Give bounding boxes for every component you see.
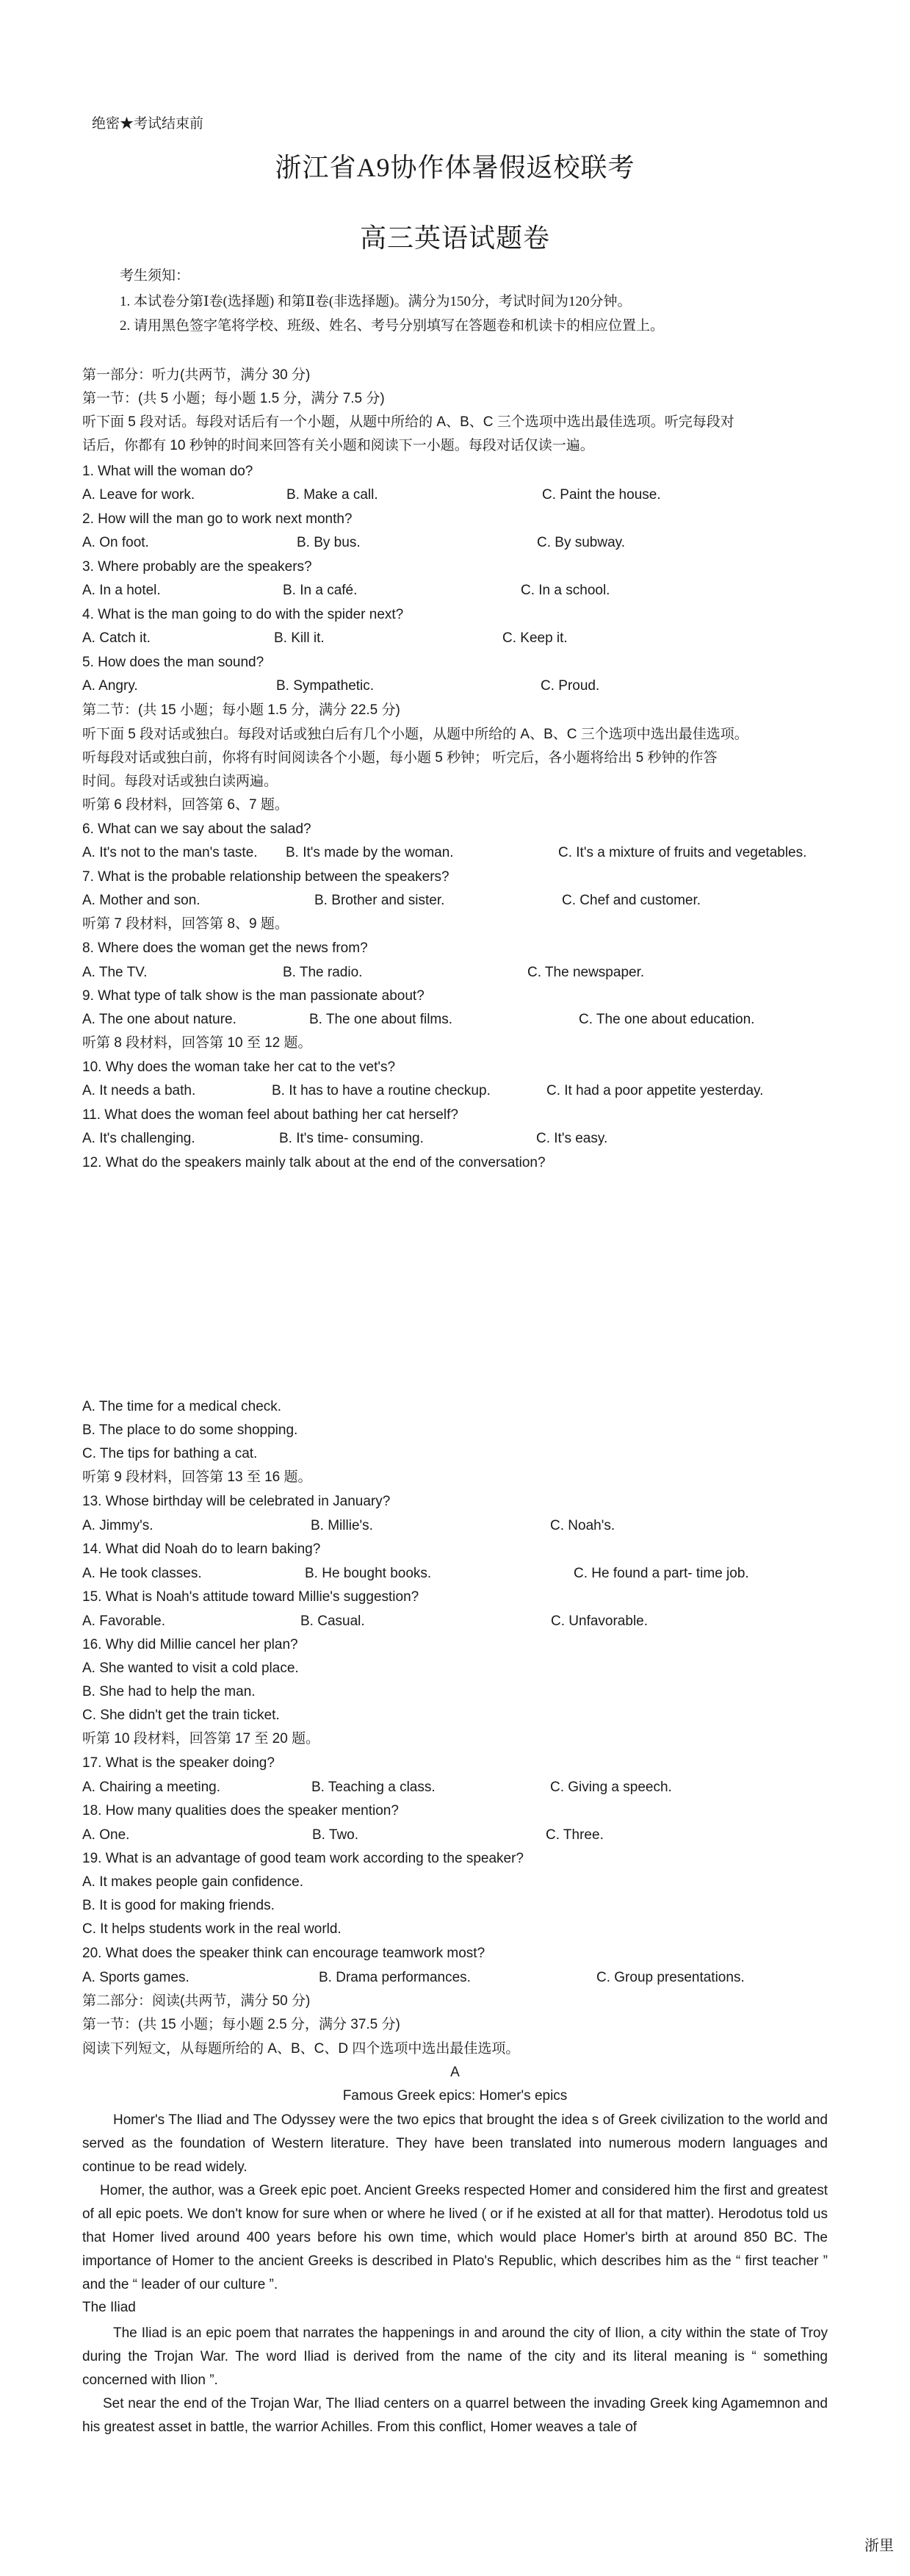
confidential-label: 绝密★考试结束前 <box>92 116 204 132</box>
q12-option-b: B. The place to do some shopping. <box>82 1422 298 1438</box>
q7-option-a: A. Mother and son. <box>82 893 201 908</box>
q4-option-b: B. Kill it. <box>274 630 325 646</box>
material-10-note: 听第 10 段材料，回答第 17 至 20 题。 <box>82 1731 320 1746</box>
section1-direction-1: 听下面 5 段对话。每段对话后有一个小题，从题中所给的 A、B、C 三个选项中选出最佳选项。听完每段对 <box>82 414 734 430</box>
q9-option-a: A. The one about nature. <box>82 1012 236 1027</box>
q10-option-c: C. It had a poor appetite yesterday. <box>546 1083 764 1098</box>
part2-heading: 第二部分：阅读(共两节，满分 50 分) <box>82 1993 311 2009</box>
q13-option-c: C. Noah's. <box>550 1518 615 1533</box>
section1-direction-2: 话后，你都有 10 秒钟的时间来回答有关小题和阅读下一小题。每段对话仅读一遍。 <box>82 438 594 453</box>
q17-option-b: B. Teaching a class. <box>311 1780 436 1795</box>
exam-subtitle: 高三英语试题卷 <box>359 223 550 253</box>
question-9: 9. What type of talk show is the man passionate about? <box>82 988 425 1004</box>
question-7: 7. What is the probable relationship between the speakers? <box>82 869 449 885</box>
passage-paragraph-2: Homer, the author, was a Greek epic poet. Ancient Greeks respected Homer and considered him the first and greatest of all epic poets. We don't know for sure when or where he lived ( or if he existed at all for that matter). Herodotus told us that Homer lived around 400 years before his own time, which would place Homer's birth at around 850 BC. The importance of Homer to the ancient Greeks is described in Plato's Republic, which describes him as the “ first teacher ” and the “ leader of our culture ”. <box>82 2183 828 2292</box>
material-6-note: 听第 6 段材料，回答第 6、7 题。 <box>82 797 289 813</box>
passage-paragraph-1: Homer's The Iliad and The Odyssey were the two epics that brought the idea s of Greek civilization to the world and served as the foundation of Western literature. They have been translated into numerous modern languages and continue to be read widely. <box>82 2112 828 2175</box>
page-footer-mark: 浙里 <box>864 2538 894 2554</box>
q18-option-c: C. Three. <box>546 1827 604 1843</box>
notice-heading: 考生须知： <box>120 268 190 284</box>
question-4: 4. What is the man going to do with the spider next? <box>82 607 404 622</box>
q5-option-a: A. Angry. <box>82 678 138 694</box>
q10-option-b: B. It has to have a routine checkup. <box>272 1083 491 1098</box>
question-6: 6. What can we say about the salad? <box>82 821 311 837</box>
question-12: 12. What do the speakers mainly talk about at the end of the conversation? <box>82 1155 546 1170</box>
q12-option-c: C. The tips for bathing a cat. <box>82 1446 258 1461</box>
q3-option-a: A. In a hotel. <box>82 583 161 598</box>
part2-direction: 阅读下列短文，从每题所给的 A、B、C、D 四个选项中选出最佳选项。 <box>82 2041 520 2057</box>
q17-option-c: C. Giving a speech. <box>550 1780 672 1795</box>
q6-option-b: B. It's made by the woman. <box>286 845 454 860</box>
q11-option-c: C. It's easy. <box>536 1131 608 1146</box>
passage-paragraph-4: Set near the end of the Trojan War, The Iliad centers on a quarrel between the invading Greek king Agamemnon and his greatest asset in battle, the warrior Achilles. From this conflict, Homer weaves a tale of <box>82 2396 828 2435</box>
q17-option-a: A. Chairing a meeting. <box>82 1780 220 1795</box>
q4-option-c: C. Keep it. <box>502 630 568 646</box>
q1-option-a: A. Leave for work. <box>82 487 195 503</box>
q10-option-a: A. It needs a bath. <box>82 1083 196 1098</box>
q16-option-b: B. She had to help the man. <box>82 1684 256 1699</box>
q7-option-c: C. Chef and customer. <box>562 893 701 908</box>
q20-option-b: B. Drama performances. <box>319 1970 471 1985</box>
q19-option-b: B. It is good for making friends. <box>82 1898 275 1913</box>
q5-option-c: C. Proud. <box>541 678 600 694</box>
exam-title: 浙江省A9协作体暑假返校联考 <box>275 153 635 182</box>
q9-option-c: C. The one about education. <box>579 1012 755 1027</box>
q2-option-a: A. On foot. <box>82 535 149 550</box>
question-14: 14. What did Noah do to learn baking? <box>82 1541 321 1557</box>
q14-option-a: A. He took classes. <box>82 1566 202 1581</box>
passage-letter: A <box>450 2065 460 2080</box>
q1-option-c: C. Paint the house. <box>542 487 661 503</box>
q14-option-c: C. He found a part- time job. <box>574 1566 749 1581</box>
q2-option-b: B. By bus. <box>297 535 361 550</box>
question-13: 13. Whose birthday will be celebrated in January? <box>82 1494 391 1509</box>
q15-option-b: B. Casual. <box>300 1613 365 1629</box>
q8-option-a: A. The TV. <box>82 965 148 980</box>
question-10: 10. Why does the woman take her cat to the vet's? <box>82 1059 396 1075</box>
q11-option-b: B. It's time- consuming. <box>279 1131 424 1146</box>
q19-option-a: A. It makes people gain confidence. <box>82 1874 304 1890</box>
part1-section2: 第二节：(共 15 小题；每小题 1.5 分，满分 22.5 分) <box>82 702 400 718</box>
q15-option-a: A. Favorable. <box>82 1613 165 1629</box>
q16-option-c: C. She didn't get the train ticket. <box>82 1708 280 1723</box>
q6-option-a: A. It's not to the man's taste. <box>82 845 258 860</box>
q4-option-a: A. Catch it. <box>82 630 151 646</box>
notice-item-1: 1. 本试卷分第Ⅰ卷(选择题) 和第Ⅱ卷(非选择题)。满分为150分，考试时间为120分钟。 <box>120 294 632 309</box>
section2-direction-2: 听每段对话或独白前，你将有时间阅读各个小题，每小题 5 秒钟； 听完后，各小题将给出 5 秒钟的作答 <box>82 750 718 766</box>
section2-direction-1: 听下面 5 段对话或独白。每段对话或独白后有几个小题，从题中所给的 A、B、C 三个选项中选出最佳选项。 <box>82 727 748 742</box>
q2-option-c: C. By subway. <box>537 535 626 550</box>
q20-option-c: C. Group presentations. <box>596 1970 745 1985</box>
question-5: 5. How does the man sound? <box>82 655 264 670</box>
q1-option-b: B. Make a call. <box>286 487 378 503</box>
material-8-note: 听第 8 段材料，回答第 10 至 12 题。 <box>82 1035 312 1051</box>
question-19: 19. What is an advantage of good team work according to the speaker? <box>82 1851 524 1866</box>
passage-paragraph-3: The Iliad is an epic poem that narrates the happenings in and around the city of Ilion, a city within the state of Troy during the Trojan War. The word Iliad is derived from the name of the city and its literal meaning is “ something concerned with Ilion ”. <box>82 2325 828 2388</box>
q5-option-b: B. Sympathetic. <box>276 678 375 694</box>
passage-title: Famous Greek epics: Homer's epics <box>342 2088 568 2104</box>
question-18: 18. How many qualities does the speaker mention? <box>82 1803 399 1818</box>
q12-option-a: A. The time for a medical check. <box>82 1399 282 1414</box>
q19-option-c: C. It helps students work in the real world. <box>82 1921 342 1937</box>
q3-option-c: C. In a school. <box>521 583 610 598</box>
question-8: 8. Where does the woman get the news from? <box>82 940 368 956</box>
q13-option-b: B. Millie's. <box>311 1518 373 1533</box>
question-20: 20. What does the speaker think can encourage teamwork most? <box>82 1946 485 1961</box>
part2-section1: 第一节：(共 15 小题；每小题 2.5 分，满分 37.5 分) <box>82 2017 400 2032</box>
section2-direction-3: 时间。每段对话或独白读两遍。 <box>82 774 278 789</box>
part1-heading: 第一部分：听力(共两节，满分 30 分) <box>82 367 311 383</box>
question-2: 2. How will the man go to work next month? <box>82 511 353 527</box>
q13-option-a: A. Jimmy's. <box>82 1518 154 1533</box>
iliad-heading: The Iliad <box>82 2300 136 2315</box>
question-3: 3. Where probably are the speakers? <box>82 559 312 575</box>
question-17: 17. What is the speaker doing? <box>82 1755 275 1771</box>
material-7-note: 听第 7 段材料，回答第 8、9 题。 <box>82 916 289 932</box>
q15-option-c: C. Unfavorable. <box>551 1613 649 1629</box>
question-1: 1. What will the woman do? <box>82 464 253 479</box>
q8-option-b: B. The radio. <box>283 965 363 980</box>
q18-option-a: A. One. <box>82 1827 130 1843</box>
q20-option-a: A. Sports games. <box>82 1970 189 1985</box>
q9-option-b: B. The one about films. <box>309 1012 453 1027</box>
notice-item-2: 2. 请用黑色签字笔将学校、班级、姓名、考号分别填写在答题卷和机读卡的相应位置上。 <box>120 318 665 334</box>
q6-option-c: C. It's a mixture of fruits and vegetables. <box>558 845 807 860</box>
q18-option-b: B. Two. <box>312 1827 359 1843</box>
q14-option-b: B. He bought books. <box>305 1566 432 1581</box>
part1-section1: 第一节：(共 5 小题；每小题 1.5 分，满分 7.5 分) <box>82 391 385 406</box>
q7-option-b: B. Brother and sister. <box>314 893 445 908</box>
q8-option-c: C. The newspaper. <box>527 965 645 980</box>
q3-option-b: B. In a café. <box>283 583 358 598</box>
material-9-note: 听第 9 段材料，回答第 13 至 16 题。 <box>82 1469 312 1485</box>
q11-option-a: A. It's challenging. <box>82 1131 195 1146</box>
q16-option-a: A. She wanted to visit a cold place. <box>82 1661 299 1676</box>
question-16: 16. Why did Millie cancel her plan? <box>82 1637 298 1652</box>
question-15: 15. What is Noah's attitude toward Millie's suggestion? <box>82 1589 419 1605</box>
question-11: 11. What does the woman feel about bathing her cat herself? <box>82 1107 458 1123</box>
